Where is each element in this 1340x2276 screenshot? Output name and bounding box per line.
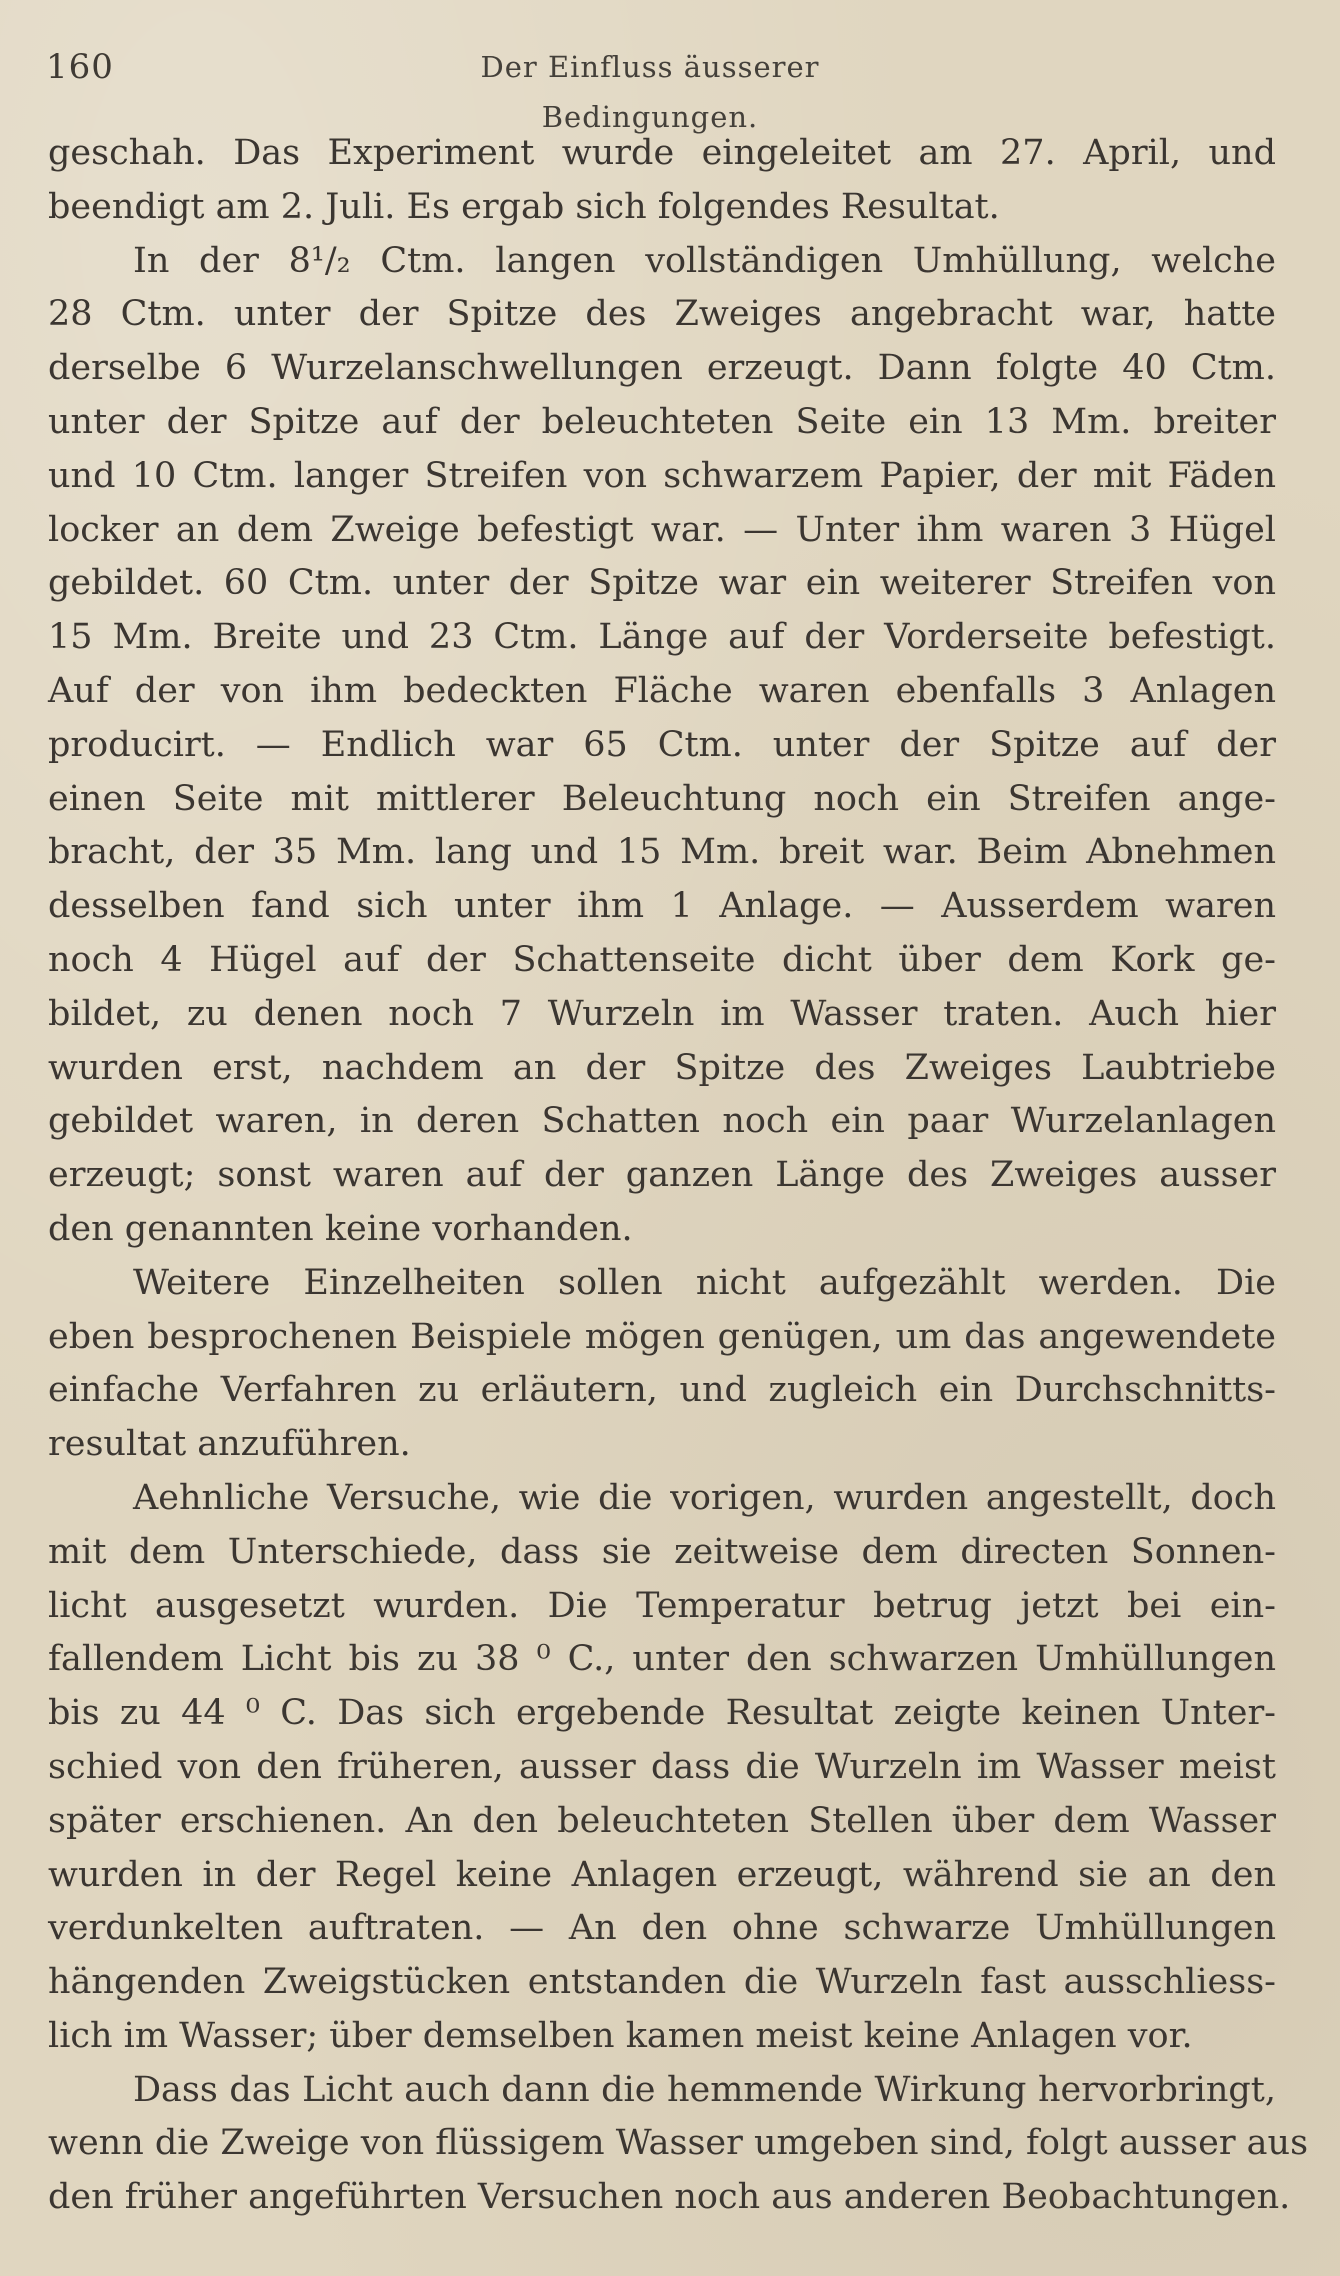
text-line: locker an dem Zweige befestigt war. — Unter ihm waren 3 Hügel [48, 509, 1276, 550]
text-line: den früher angeführten Versuchen noch aus anderen Beobachtungen. [48, 2177, 1291, 2218]
text-line: derselbe 6 Wurzelanschwellungen erzeugt. Dann folgte 40 Ctm. [48, 348, 1276, 389]
text-line: geschah. Das Experiment wurde eingeleitet am 27. April, und [48, 133, 1276, 173]
text-line: einfache Verfahren zu erläutern, und zugleich ein Durchschnitts- [48, 1370, 1276, 1411]
paragraph-first-line: In der 8¹/₂ Ctm. langen vollständigen Umhüllung, welche [133, 240, 1276, 281]
body-text [48, 127, 1309, 2225]
running-title: Der Einfluss äusserer Bedingungen. [480, 50, 820, 134]
text-line: verdunkelten auftraten. — An den ohne schwarze Umhüllungen [48, 1908, 1276, 1949]
text-line: erzeugt; sonst waren auf der ganzen Länge des Zweiges ausser [48, 1155, 1276, 1196]
text-line: licht ausgesetzt wurden. Die Temperatur betrug jetzt bei ein- [48, 1585, 1276, 1626]
text-line: desselben fand sich unter ihm 1 Anlage. — Ausserdem waren [48, 886, 1276, 927]
text-line: Auf der von ihm bedeckten Fläche waren ebenfalls 3 Anlagen [48, 670, 1276, 711]
text-line: schied von den früheren, ausser dass die Wurzeln im Wasser meist [48, 1746, 1276, 1787]
paragraph-first-line: Dass das Licht auch dann die hemmende Wirkung hervorbringt, [133, 2069, 1276, 2110]
text-line: hängenden Zweigstücken entstanden die Wurzeln fast ausschliess- [48, 1962, 1276, 2003]
text-line: mit dem Unterschiede, dass sie zeitweise dem directen Sonnen- [48, 1531, 1276, 1572]
text-line: den genannten keine vorhanden. [48, 1208, 633, 1249]
page-number: 160 [46, 47, 114, 87]
text-line: und 10 Ctm. langer Streifen von schwarzem Papier, der mit Fäden [48, 455, 1276, 496]
text-line: gebildet waren, in deren Schatten noch ein paar Wurzelanlagen [48, 1101, 1276, 1142]
text-line: einen Seite mit mittlerer Beleuchtung noch ein Streifen ange- [48, 778, 1276, 819]
text-line: noch 4 Hügel auf der Schattenseite dicht über dem Kork ge- [48, 939, 1276, 980]
text-line: wurden erst, nachdem an der Spitze des Zweiges Laubtriebe [48, 1047, 1276, 1088]
text-line: bracht, der 35 Mm. lang und 15 Mm. breit war. Beim Abnehmen [48, 832, 1276, 873]
paragraph-first-line: Weitere Einzelheiten sollen nicht aufgezählt werden. Die [133, 1262, 1276, 1303]
text-line: lich im Wasser; über demselben kamen meist keine Anlagen vor. [48, 2015, 1193, 2056]
text-line: 28 Ctm. unter der Spitze des Zweiges angebracht war, hatte [48, 294, 1276, 335]
text-line: 15 Mm. Breite und 23 Ctm. Länge auf der Vorderseite befestigt. [48, 617, 1276, 658]
text-line: beendigt am 2. Juli. Es ergab sich folgendes Resultat. [48, 186, 1000, 227]
text-line: fallendem Licht bis zu 38 ⁰ C., unter den schwarzen Umhüllungen [48, 1639, 1276, 1680]
text-line: wenn die Zweige von flüssigem Wasser umgeben sind, folgt ausser aus [48, 2123, 1309, 2164]
text-line: wurden in der Regel keine Anlagen erzeugt, während sie an den [48, 1854, 1276, 1895]
paragraph-first-line: Aehnliche Versuche, wie die vorigen, wurden angestellt, doch [133, 1477, 1276, 1518]
text-line: gebildet. 60 Ctm. unter der Spitze war ein weiterer Streifen von [48, 563, 1276, 604]
text-line: bis zu 44 ⁰ C. Das sich ergebende Resultat zeigte keinen Unter- [48, 1693, 1276, 1734]
text-line: bildet, zu denen noch 7 Wurzeln im Wasser traten. Auch hier [48, 993, 1276, 1034]
text-line: unter der Spitze auf der beleuchteten Seite ein 13 Mm. breiter [48, 401, 1276, 442]
text-line: producirt. — Endlich war 65 Ctm. unter der Spitze auf der [48, 724, 1276, 765]
text-line: resultat anzuführen. [48, 1424, 411, 1465]
text-line: später erschienen. An den beleuchteten Stellen über dem Wasser [48, 1800, 1276, 1841]
text-line: eben besprochenen Beispiele mögen genügen, um das angewendete [48, 1316, 1276, 1357]
